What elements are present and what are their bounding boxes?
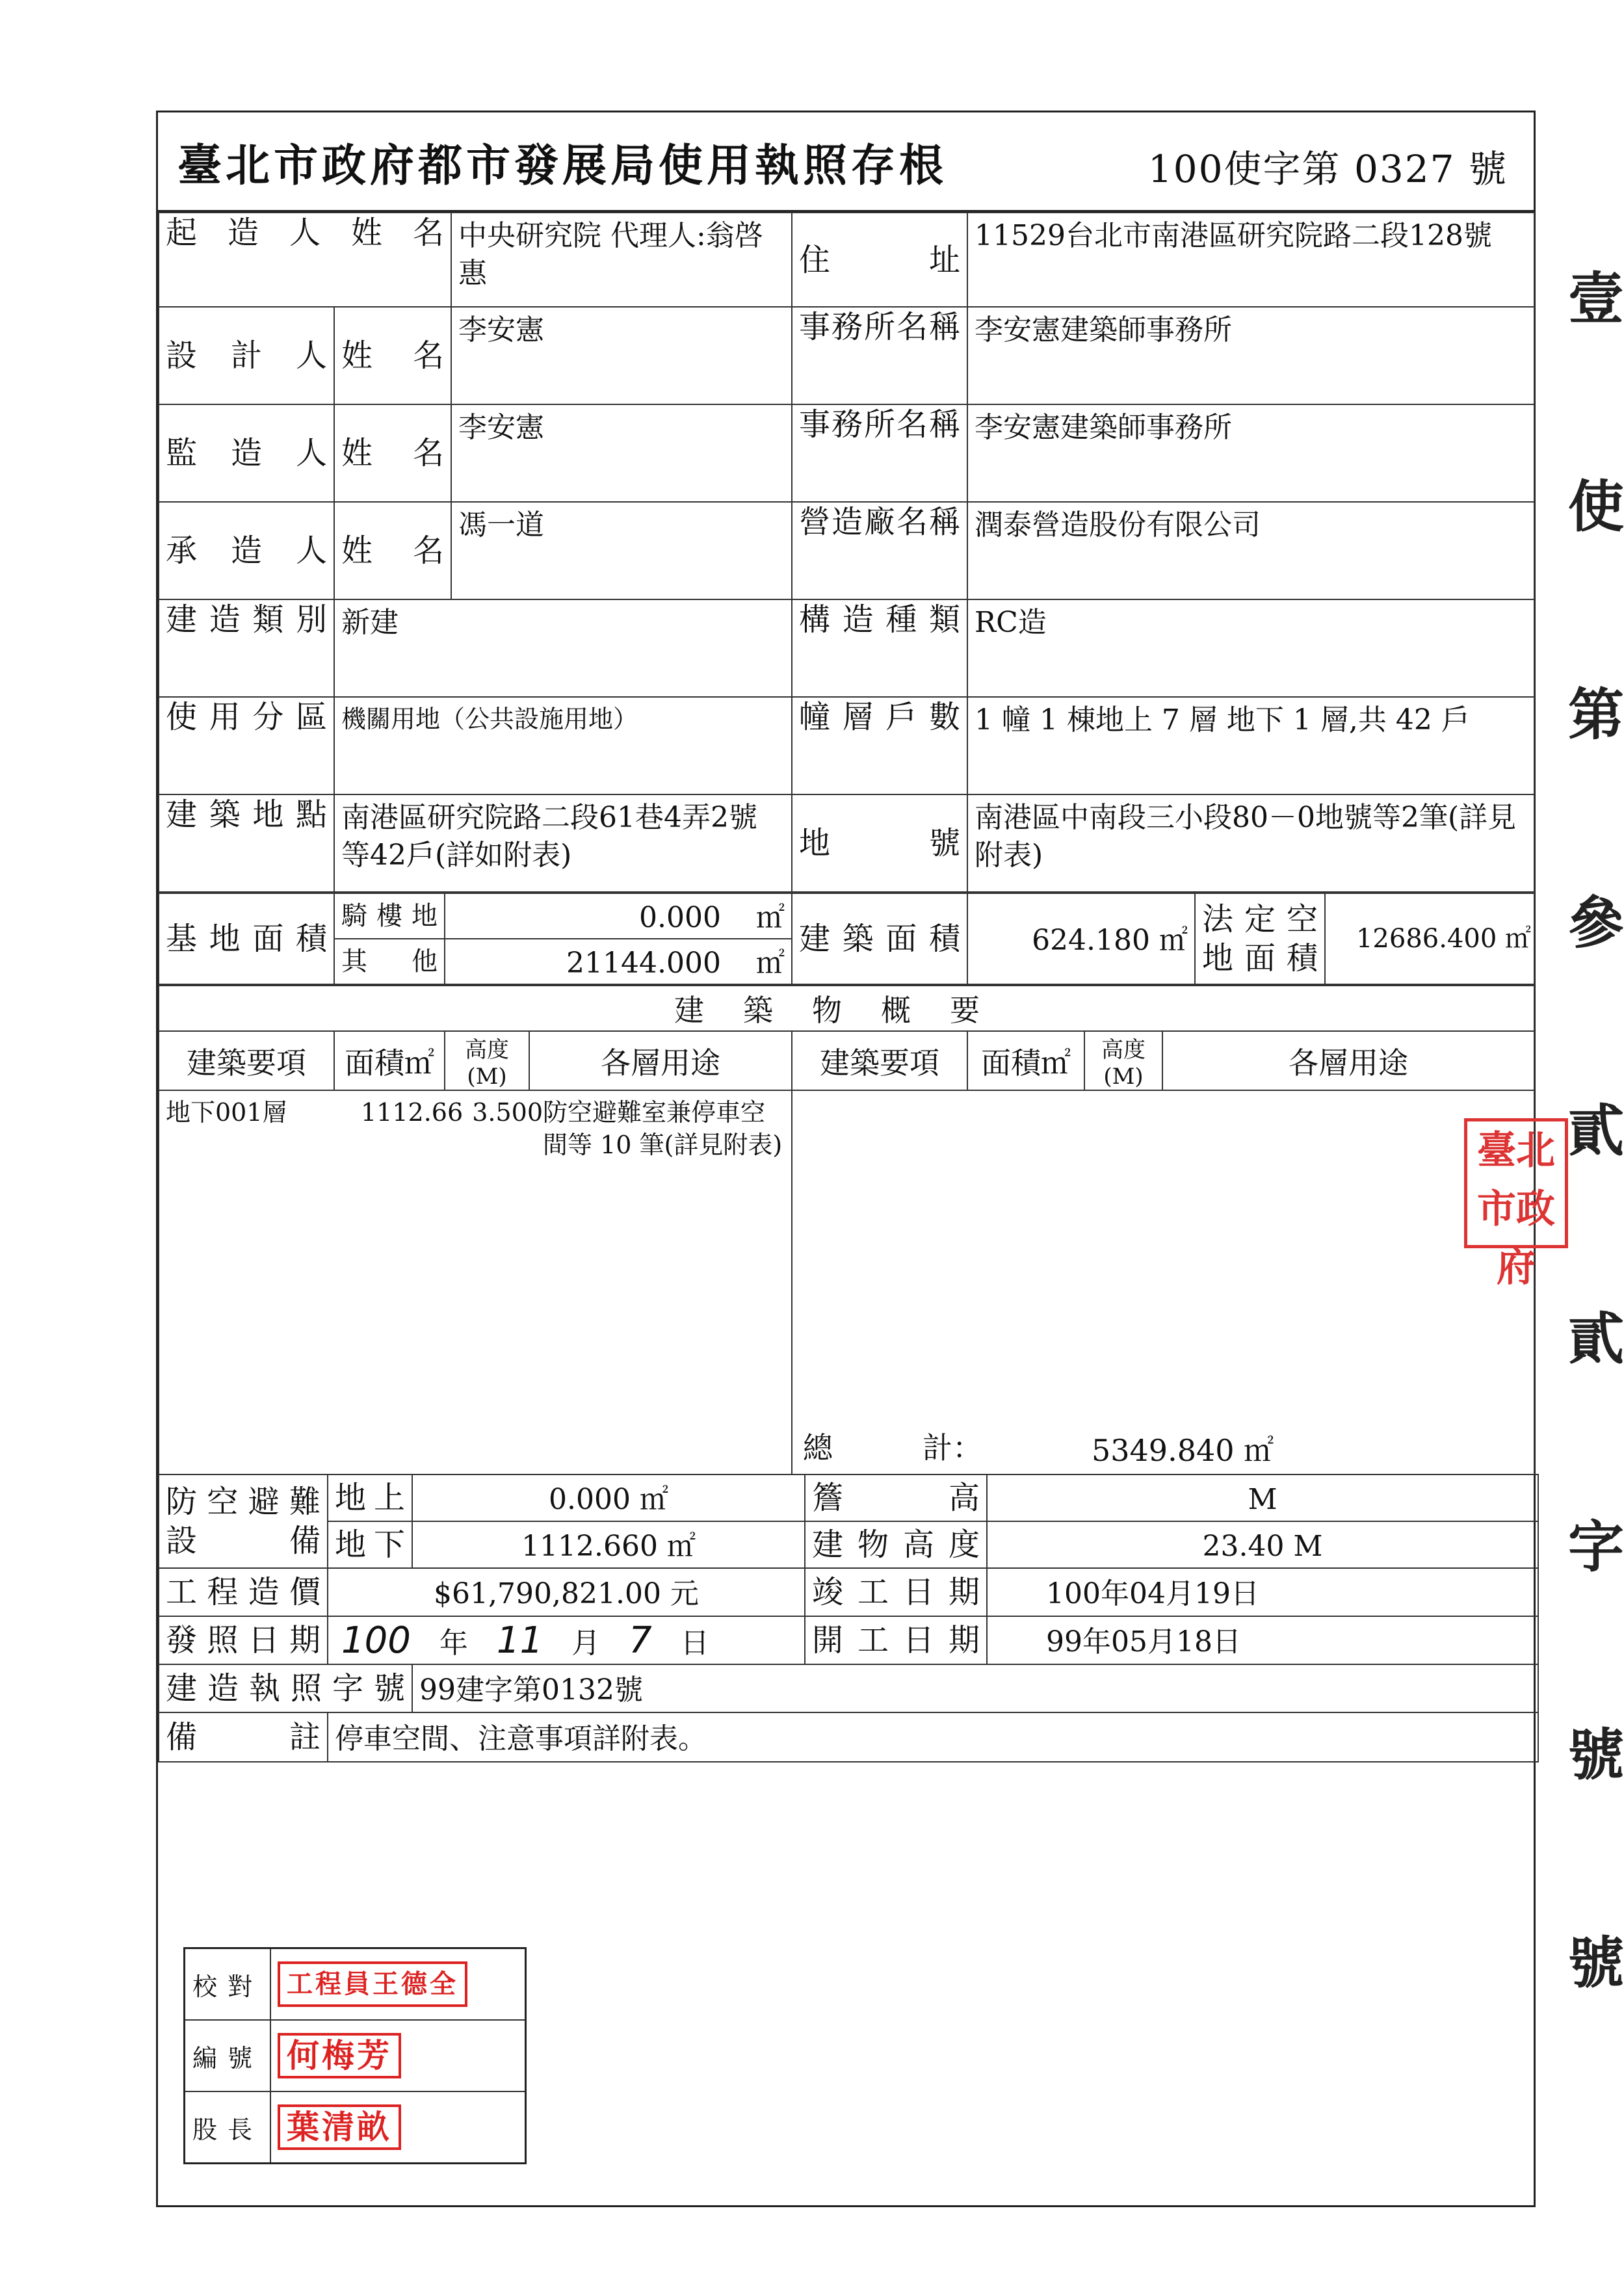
below-value: 1112.660 ㎡	[412, 1521, 805, 1568]
floor-row	[166, 1091, 785, 1161]
designer-office-value: 李安憲建築師事務所	[967, 307, 1534, 404]
permit-form	[156, 111, 1536, 2207]
start-label: 開工日期	[805, 1616, 987, 1664]
margin-char: 貳	[1568, 1306, 1624, 1372]
address-label: 住址	[792, 213, 967, 307]
col-area-right: 面積㎡	[967, 1031, 1084, 1090]
open-space-value: 12686.400 ㎡	[1325, 893, 1534, 984]
supervisor-office-value: 李安憲建築師事務所	[967, 404, 1534, 502]
site-area-label: 基地面積	[159, 893, 334, 984]
area-table	[158, 893, 1535, 985]
proof-seal: 工程員王德全	[278, 1961, 467, 2007]
eave-label: 簷高	[805, 1474, 987, 1521]
chief-seal: 葉清畝	[278, 2104, 401, 2150]
bldg-height-label: 建物高度	[805, 1521, 987, 1568]
margin-char: 貳	[1568, 1098, 1624, 1164]
units-value: 1 幢 1 棟地上 7 層 地下 1 層,共 42 戶	[967, 697, 1534, 794]
col-use-right: 各層用途	[1162, 1031, 1534, 1090]
supervisor-value: 李安憲	[451, 404, 792, 502]
total-value: 5349.840 ㎡	[1092, 1433, 1274, 1468]
supervisor-name-label: 姓名	[334, 404, 451, 502]
arcade-value-cell	[445, 893, 792, 939]
summary-title: 建築物概要	[159, 986, 1534, 1031]
margin-char: 字	[1568, 1514, 1624, 1580]
start-value: 99年05月18日	[987, 1616, 1538, 1664]
permit-label: 建造執照字號	[159, 1664, 412, 1712]
margin-char: 使	[1568, 474, 1624, 540]
arcade-value: 0.000	[639, 901, 721, 934]
chief-seal-cell	[270, 2091, 526, 2164]
proof-label: 校對	[185, 1948, 271, 2021]
total-label: 總 計：	[803, 1430, 982, 1465]
designer-name-label: 姓名	[334, 307, 451, 404]
complete-value: 100年04月19日	[987, 1568, 1538, 1616]
col-height-right: 高度(M)	[1084, 1031, 1162, 1090]
build-type-label: 建造類別	[159, 599, 334, 697]
struct-type-label: 構造種類	[792, 599, 967, 697]
margin-char: 第	[1568, 682, 1624, 748]
below-label: 地下	[328, 1521, 412, 1568]
number-seal-cell	[270, 2020, 526, 2091]
number-label: 編號	[185, 2020, 271, 2091]
issue-label: 發照日期	[159, 1616, 328, 1664]
issue-day: 7	[629, 1619, 652, 1662]
issue-day-unit: 日	[680, 1627, 709, 1660]
contractor-firm-value: 潤泰營造股份有限公司	[967, 502, 1534, 599]
info-table	[158, 212, 1535, 893]
proof-seal-cell	[270, 1948, 526, 2021]
other-value-cell	[445, 939, 792, 984]
lower-table	[158, 1474, 1539, 1762]
eave-value: M	[987, 1474, 1538, 1521]
col-height-left: 高度(M)	[445, 1031, 529, 1090]
remark-value: 停車空間、注意事項詳附表。	[328, 1712, 1538, 1762]
contractor-label: 承造人	[159, 502, 334, 599]
issue-month-unit: 月	[571, 1627, 601, 1660]
owner-label: 起造人姓名	[159, 213, 451, 307]
struct-type-value: RC造	[967, 599, 1534, 697]
building-area-value: 624.180 ㎡	[967, 893, 1195, 984]
margin-char: 號	[1568, 1722, 1624, 1788]
floor-list	[159, 1090, 792, 1474]
above-label: 地上	[328, 1474, 412, 1521]
form-header	[158, 112, 1534, 212]
issue-year: 100	[341, 1619, 411, 1662]
supervisor-office-label: 事務所名稱	[792, 404, 967, 502]
issue-month: 11	[496, 1619, 544, 1662]
complete-label: 竣工日期	[805, 1568, 987, 1616]
units-label: 幢層戶數	[792, 697, 967, 794]
contractor-firm-label: 營造廠名稱	[792, 502, 967, 599]
designer-office-label: 事務所名稱	[792, 307, 967, 404]
lot-label: 地號	[792, 794, 967, 892]
arcade-label: 騎樓地	[334, 893, 445, 939]
above-value: 0.000 ㎡	[412, 1474, 805, 1521]
government-seal: 臺北市政府	[1464, 1118, 1568, 1248]
zone-value: 機關用地（公共設施用地）	[334, 697, 792, 794]
document-number: 100使字第 0327 號	[1147, 147, 1508, 191]
approval-stamps	[183, 1947, 527, 2164]
col-item-left: 建築要項	[159, 1031, 334, 1090]
other-value: 21144.000	[566, 947, 721, 980]
summary-table	[158, 985, 1535, 1474]
lot-value: 南港區中南段三小段80－0地號等2筆(詳見附表)	[967, 794, 1534, 892]
form-title: 臺北市政府都市發展局使用執照存根	[177, 140, 948, 192]
margin-strip	[1568, 195, 1624, 2067]
location-value: 南港區研究院路二段61巷4弄2號等42戶(詳如附表)	[334, 794, 792, 892]
issue-value	[328, 1616, 805, 1664]
cost-label: 工程造價	[159, 1568, 328, 1616]
number-seal: 何梅芳	[278, 2033, 401, 2078]
floor-area: 1112.66	[361, 1098, 464, 1127]
issue-year-unit: 年	[439, 1627, 468, 1660]
supervisor-label: 監造人	[159, 404, 334, 502]
col-item-right: 建築要項	[792, 1031, 967, 1090]
other-unit: ㎡	[756, 947, 785, 980]
designer-label: 設計人	[159, 307, 334, 404]
bldg-height-value: 23.40 M	[987, 1521, 1538, 1568]
build-type-value: 新建	[334, 599, 792, 697]
remark-label: 備註	[159, 1712, 328, 1762]
margin-char: 號	[1568, 1930, 1624, 1996]
open-space-label: 法定空地面積	[1195, 893, 1325, 984]
col-area-left: 面積㎡	[334, 1031, 445, 1090]
zone-label: 使用分區	[159, 697, 334, 794]
contractor-value: 馮一道	[451, 502, 792, 599]
owner-value: 中央研究院 代理人:翁啓惠	[451, 213, 792, 307]
contractor-name-label: 姓名	[334, 502, 451, 599]
arcade-unit: ㎡	[756, 901, 785, 934]
shelter-label: 防空避難設備	[159, 1474, 328, 1568]
building-area-label: 建築面積	[792, 893, 967, 984]
margin-char: 參	[1568, 890, 1624, 956]
col-use-left: 各層用途	[529, 1031, 792, 1090]
chief-label: 股長	[185, 2091, 271, 2164]
floor-use: 防空避難室兼停車空間等 10 筆(詳見附表)	[543, 1098, 783, 1159]
location-label: 建築地點	[159, 794, 334, 892]
permit-value: 99建字第0132號	[412, 1664, 1538, 1712]
designer-value: 李安憲	[451, 307, 792, 404]
floor-name: 地下001層	[166, 1098, 287, 1127]
other-label: 其他	[334, 939, 445, 984]
floor-list-right	[792, 1090, 1534, 1474]
cost-value: $61,790,821.00 元	[328, 1568, 805, 1616]
margin-char: 壹	[1568, 266, 1624, 332]
address-value: 11529台北市南港區研究院路二段128號	[967, 213, 1534, 307]
floor-height: 3.500	[472, 1098, 543, 1127]
